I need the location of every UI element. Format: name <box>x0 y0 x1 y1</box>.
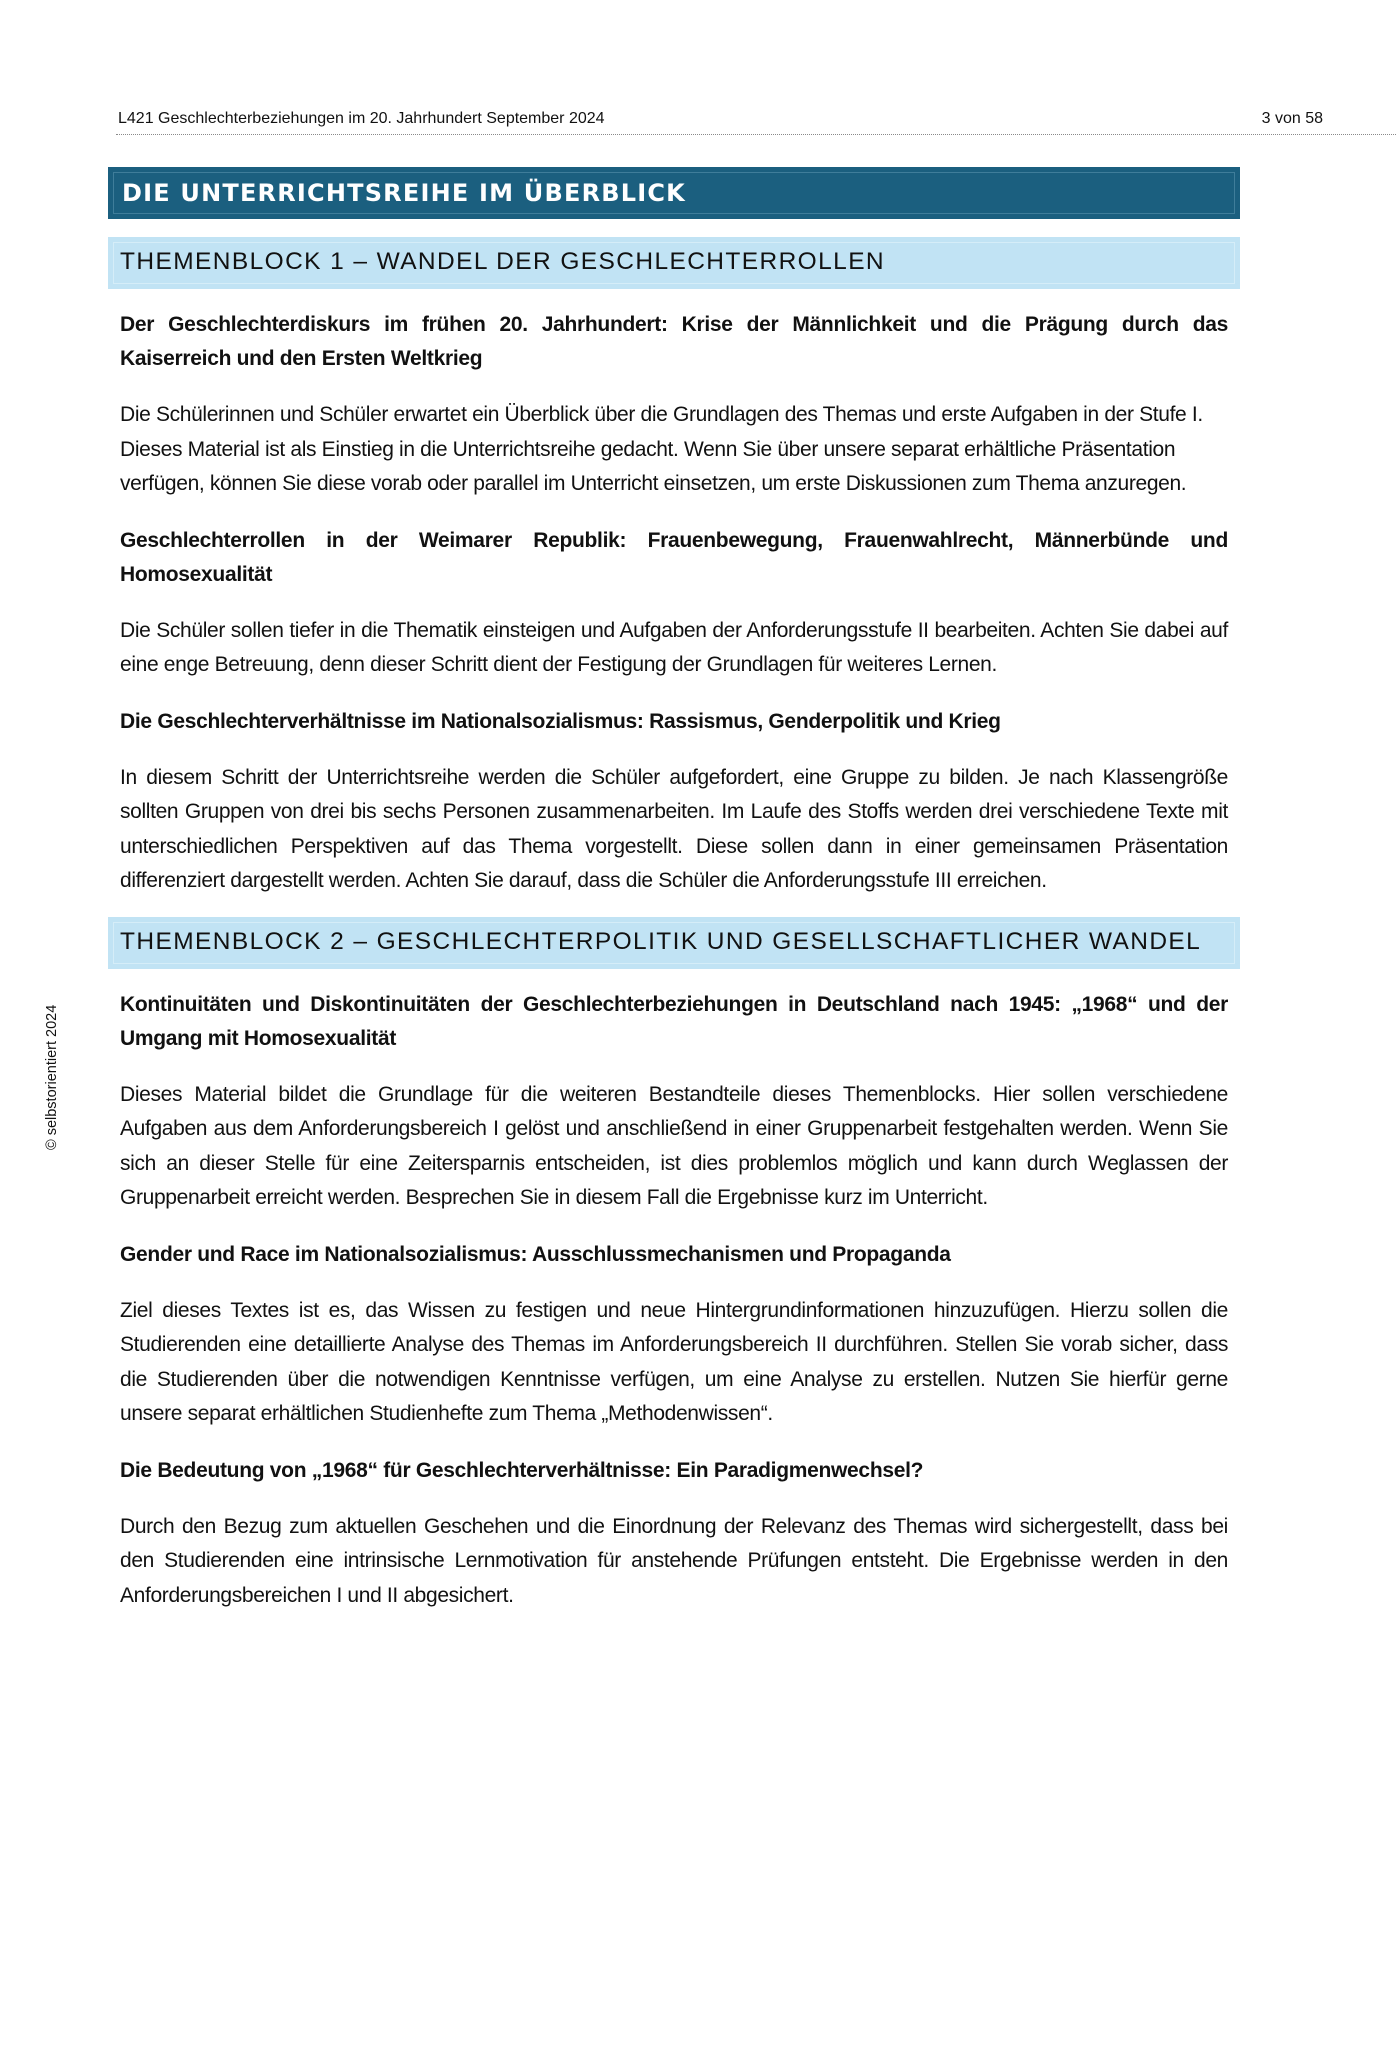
section-2-2 <box>108 1238 1240 1432</box>
header-divider <box>116 134 1396 135</box>
themenblock-2-banner <box>108 917 1240 969</box>
section-heading: Die Geschlechterverhältnisse im Nationalsozialismus: Rassismus, Genderpolitik und Krieg <box>120 709 1001 733</box>
main-heading-banner <box>108 167 1240 219</box>
section-1-3 <box>108 705 1240 899</box>
section-text: Die Schülerinnen und Schüler erwartet ein Überblick über die Grundlagen des Themas und erste Aufgaben in der Stufe I. Dieses Material ist als Einstieg in die Unterrichtsreihe gedacht. Wenn Sie über unsere separat erhältliche Präsentation verfügen, können Sie diese vorab oder parallel im Unterricht einsetzen, um erste Diskussionen zum Thema anzuregen. <box>120 403 1203 495</box>
document-title: L421 Geschlechterbeziehungen im 20. Jahrhundert September 2024 <box>118 110 605 127</box>
themenblock-1-title: THEMENBLOCK 1 – WANDEL DER GESCHLECHTERROLLEN <box>120 248 886 275</box>
section-heading: Geschlechterrollen in der Weimarer Republik: Frauenbewegung, Frauenwahlrecht, Männerbünde und Homosexualität <box>120 528 1228 586</box>
section-heading: Der Geschlechterdiskurs im frühen 20. Jahrhundert: Krise der Männlichkeit und die Prägung durch das Kaiserreich und den Ersten Weltkrieg <box>120 313 1228 370</box>
copyright-side-note <box>44 960 64 1150</box>
main-heading: DIE UNTERRICHTSREIHE IM ÜBERBLICK <box>122 179 686 207</box>
section-text: Durch den Bezug zum aktuellen Geschehen und die Einordnung der Relevanz des Themas wird sichergestellt, dass bei den Studierenden eine intrinsische Lernmotivation für anstehende Prüfungen entsteht. Die Ergebnisse werden in den Anforderungsbereichen I und II abgesichert. <box>120 1514 1228 1607</box>
copyright-text: © selbstorientiert 2024 <box>44 1004 60 1150</box>
section-heading: Gender und Race im Nationalsozialismus: Ausschlussmechanismen und Propaganda <box>120 1242 951 1266</box>
section-1-2 <box>108 524 1240 683</box>
section-text: Die Schüler sollen tiefer in die Thematik einsteigen und Aufgaben der Anforderungsstufe II bearbeiten. Achten Sie dabei auf eine enge Betreuung, denn dieser Schritt dient der Festigung der Grundlagen für weiteres Lernen. <box>120 618 1228 676</box>
section-heading: Kontinuitäten und Diskontinuitäten der Geschlechterbeziehungen in Deutschland nach 1945: „1968“ und der Umgang mit Homosexualität <box>120 992 1228 1050</box>
section-text: Dieses Material bildet die Grundlage für die weiteren Bestandteile dieses Themenblocks. Hier sollen verschiedene Aufgaben aus dem Anforderungsbereich I gelöst und anschließend in einer Gruppenarbeit festgehalten werden. Wenn Sie sich an dieser Stelle für eine Zeitersparnis entscheiden, ist dies problemlos möglich und kann durch Weglassen der Gruppenarbeit erreicht werden. Besprechen Sie in diesem Fall die Ergebnisse kurz im Unterricht. <box>120 1082 1228 1209</box>
section-text: In diesem Schritt der Unterrichtsreihe werden die Schüler aufgefordert, eine Gruppe zu bilden. Je nach Klassengröße sollten Gruppen von drei bis sechs Personen zusammenarbeiten. Im Laufe des Stoffs werden drei verschiedene Texte mit unterschiedlichen Perspektiven auf das Thema vorgestellt. Diese sollen dann in einer gemeinsamen Präsentation differenziert dargestellt werden. Achten Sie darauf, dass die Schüler die Anforderungsstufe III erreichen. <box>120 765 1228 892</box>
page-header <box>118 108 1323 132</box>
section-2-1 <box>108 988 1240 1216</box>
section-text: Ziel dieses Textes ist es, das Wissen zu festigen und neue Hintergrundinformationen hinzuzufügen. Hierzu sollen die Studierenden eine detaillierte Analyse des Themas im Anforderungsbereich II durchführen. Stellen Sie vorab sicher, dass die Studierenden über die notwendigen Kenntnisse verfügen, um eine Analyse zu erstellen. Nutzen Sie hierfür gerne unsere separat erhältlichen Studienhefte zum Thema „Methodenwissen“. <box>120 1298 1228 1425</box>
themenblock-2-title: THEMENBLOCK 2 – GESCHLECHTERPOLITIK UND GESELLSCHAFTLICHER WANDEL <box>120 927 1202 955</box>
themenblock-1-banner <box>108 237 1240 289</box>
section-heading: Die Bedeutung von „1968“ für Geschlechterverhältnisse: Ein Paradigmenwechsel? <box>120 1458 924 1482</box>
document-body <box>108 167 1240 1613</box>
section-2-3 <box>108 1454 1240 1614</box>
page-number: 3 von 58 <box>1261 110 1323 127</box>
section-1-1 <box>108 308 1240 502</box>
